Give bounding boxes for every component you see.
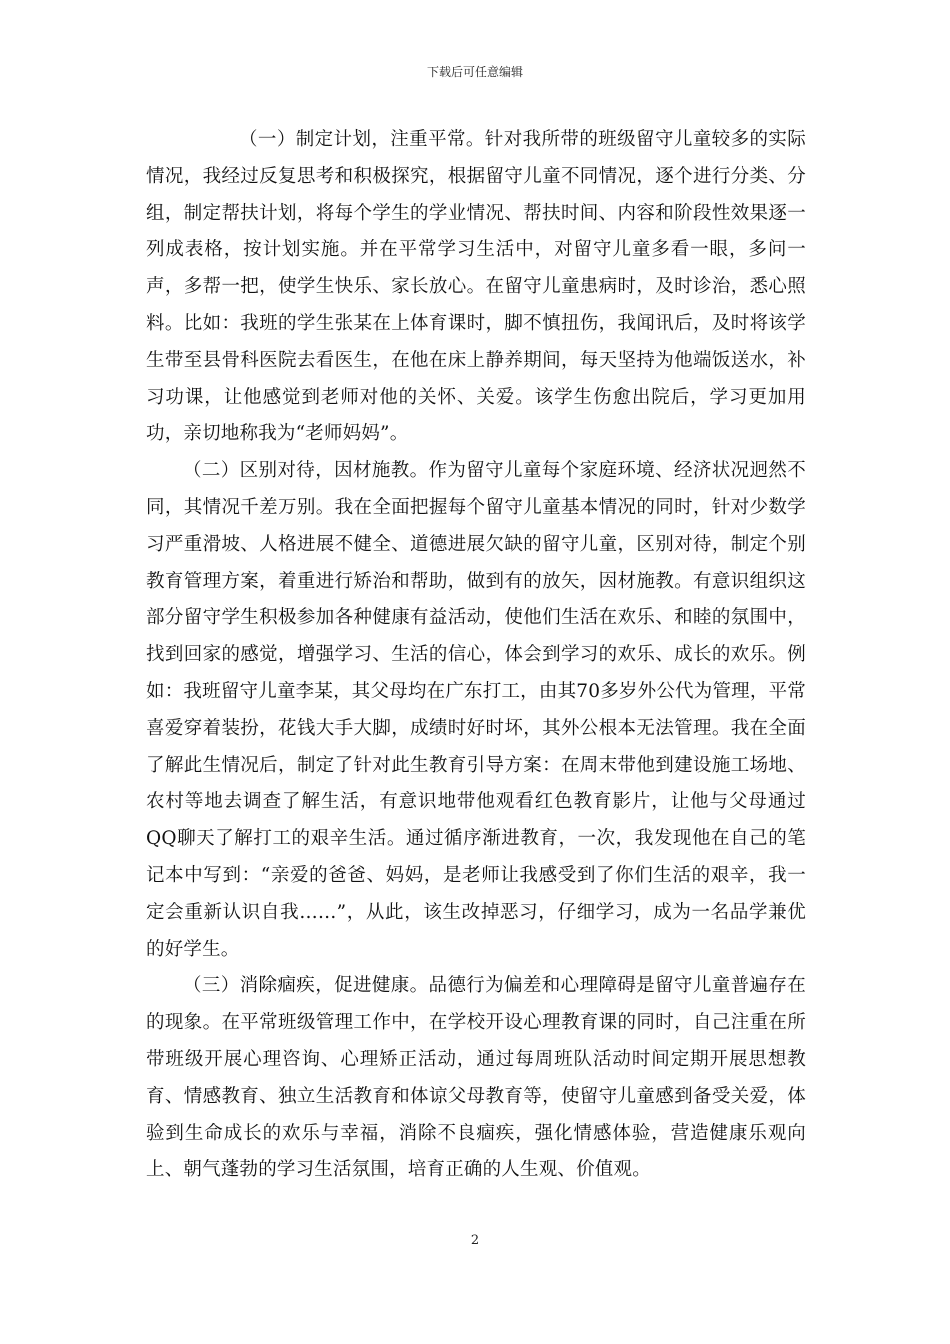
paragraph-health: （三）消除痼疾，促进健康。品德行为偏差和心理障碍是留守儿童普遍存在的现象。在平常班级管理工作中，在学校开设心理教育课的同时，自己注重在所带班级开展心理咨询、心理矫正活动，通过每周班队活动时间定期开展思想教育、情感教育、独立生活教育和体谅父母教育等，使留守儿童感到备受关爱，体验到生命成长的欢乐与幸福，消除不良痼疾，强化情感体验，营造健康乐观向上、朝气蓬勃的学习生活氛围，培育正确的人生观、价值观。 xyxy=(146,975,806,1181)
page-number: 2 xyxy=(470,1233,480,1248)
paragraph-differentiated-teaching: （二）区别对待，因材施教。作为留守儿童每个家庭环境、经济状况迥然不同，其情况千差万别。我在全面把握每个留守儿童基本情况的同时，针对少数学习严重滑坡、人格进展不健全、道德进展欠缺的留守儿童，区别对待，制定个别教育管理方案，着重进行矫治和帮助，做到有的放矢，因材施教。有意识组织这部分留守学生积极参加各种健康有益活动，使他们生活在欢乐、和睦的氛围中，找到回家的感觉，增强学习、生活的信心，体会到学习的欢乐、成长的欢乐。例如：我班留守儿童李某，其父母均在广东打工，由其70多岁外公代为管理，平常喜爱穿着装扮，花钱大手大脚，成绩时好时坏，其外公根本无法管理。我在全面了解此生情况后，制定了针对此生教育引导方案：在周末带他到建设施工场地、农村等地去调查了解生活，有意识地带他观看红色教育影片，让他与父母通过QQ聊天了解打工的艰辛生活。通过循序渐进教育，一次，我发现他在自己的笔记本中写到：“亲爱的爸爸、妈妈，是老师让我感受到了你们生活的艰辛，我一定会重新认识自我……”，从此，该生改掉恶习，仔细学习，成为一名品学兼优的好学生。 xyxy=(146,460,806,960)
paragraph-plan: （一）制定计划，注重平常。针对我所带的班级留守儿童较多的实际情况，我经过反复思考和积极探究，根据留守儿童不同情况，逐个进行分类、分组，制定帮扶计划，将每个学生的学业情况、帮扶时间、内容和阶段性效果逐一列成表格，按计划实施。并在平常学习生活中，对留守儿童多看一眼，多问一声，多帮一把，使学生快乐、家长放心。在留守儿童患病时，及时诊治，悉心照料。比如：我班的学生张某在上体育课时，脚不慎扭伤，我闻讯后，及时将该学生带至县骨科医院去看医生，在他在床上静养期间，每天坚持为他端饭送水，补习功课，让他感觉到老师对他的关怀、关爱。该学生伤愈出院后，学习更加用功，亲切地称我为“老师妈妈”。 xyxy=(146,129,806,445)
page-header: 下载后可任意编辑 xyxy=(426,65,523,79)
document-body xyxy=(146,122,806,1189)
